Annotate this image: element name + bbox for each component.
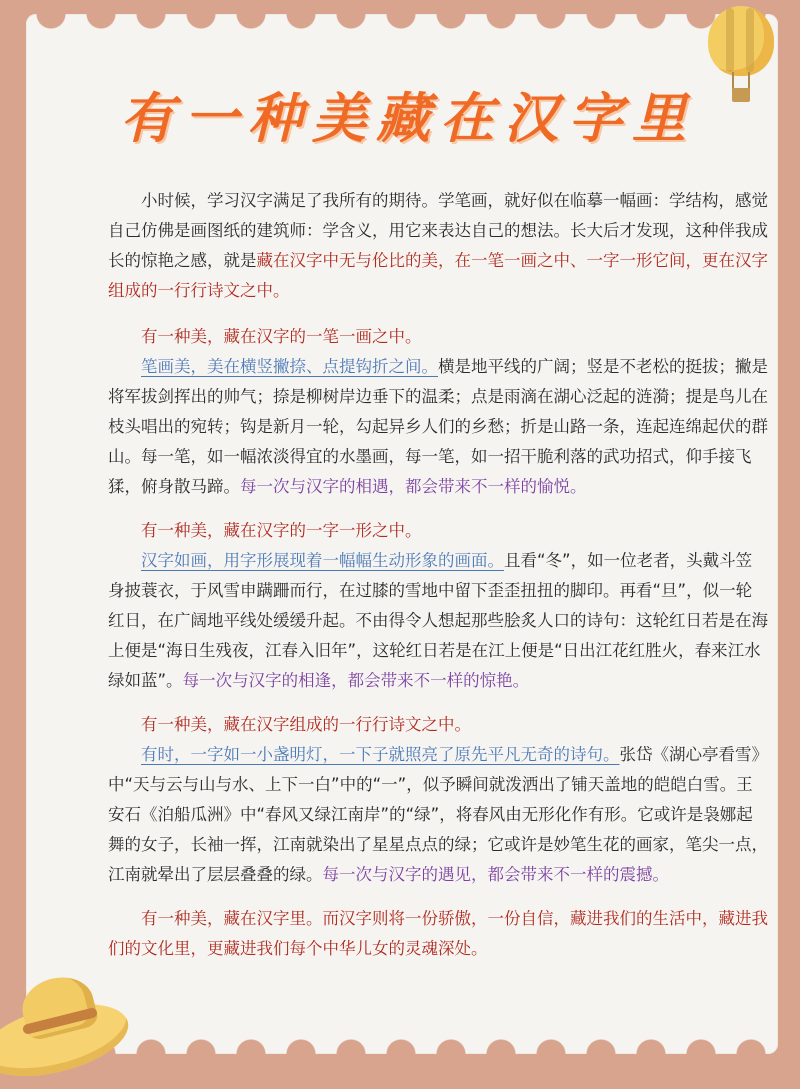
section-heading: 有一种美，藏在汉字的一字一形之中。	[141, 521, 422, 540]
section-paragraph	[108, 546, 768, 696]
section-body: 横是地平线的广阔；竖是不老松的挺拔；撇是将军拔剑挥出的帅气；捺是柳树岸边垂下的温柔；点是雨滴在湖心泛起的涟漪；提是鸟儿在枝头唱出的宛转；钩是新月一轮，勾起异乡人们的乡愁；折是山路一条，连起连绵起伏的群山。每一笔，如一幅浓淡得宜的水墨画，每一笔，如一招干脆利落的武功招式，仰手接飞猱，俯身散马蹄。	[108, 357, 768, 496]
article-body	[108, 186, 768, 980]
section-heading: 有一种美，藏在汉字组成的一行行诗文之中。	[141, 715, 471, 734]
section-body: 且看“冬”，如一位老者，头戴斗笠身披蓑衣，于风雪申蹒跚而行，在过膝的雪地中留下歪歪扭扭的脚印。再看“旦”，似一轮红日，在广阔地平线处缓缓升起。不由得令人想起那些脍炙人口的诗句：这轮红日若是在海上便是“海日生残夜，江春入旧年”，这轮红日若是在江上便是“日出江花红胜火，春来江水绿如蓝”。	[108, 551, 768, 690]
section-paragraph	[108, 352, 768, 502]
balloon-stripe	[726, 8, 734, 72]
balloon-envelope	[708, 6, 774, 76]
intro-text: 小时候，学习汉字满足了我所有的期待。学笔画，就好似在临摹一幅画：学结构，感觉自己仿佛是画图纸的建筑师：学含义，用它来表达自己的想法。长大后才发现，这种伴我成长的惊艳之感，就是	[108, 191, 768, 270]
section-closing: 每一次与汉字的相逢，都会带来不一样的惊艳。	[182, 671, 530, 690]
section-shapes	[108, 516, 768, 696]
section-strokes	[108, 322, 768, 502]
page-title: 有一种美藏在汉字里	[120, 86, 696, 150]
section-key-sentence: 笔画美，美在横竖撇捺、点提钩折之间。	[141, 357, 438, 376]
section-paragraph	[108, 740, 768, 890]
intro-highlight: 藏在汉字中无与伦比的美，在一笔一画之中、一字一形它间，更在汉字组成的一行行诗文之中。	[108, 251, 768, 300]
balloon-stripe	[746, 8, 754, 72]
hot-air-balloon-icon	[702, 0, 782, 110]
scalloped-top-edge	[26, 14, 778, 32]
section-heading: 有一种美，藏在汉字的一笔一画之中。	[141, 327, 422, 346]
section-key-sentence: 汉字如画，用字形展现着一幅幅生动形象的画面。	[141, 551, 504, 570]
section-poetry	[108, 710, 768, 890]
section-key-sentence: 有时，一字如一小盏明灯，一下子就照亮了原先平凡无奇的诗句。	[141, 745, 620, 764]
section-closing: 每一次与汉字的遇见，都会带来不一样的震撼。	[322, 865, 669, 884]
closing-paragraph: 有一种美，藏在汉字里。而汉字则将一份骄傲，一份自信，藏进我们的生活中，藏进我们的文化里，更藏进我们每个中华儿女的灵魂深处。	[108, 909, 768, 958]
section-body: 张岱《湖心亭看雪》中“天与云与山与水、上下一白”中的“一”，似予瞬间就泼洒出了铺天盖地的皑皑白雪。王安石《泊船瓜洲》中“春风又绿江南岸”的“绿”，将春风由无形化作有形。它或许是袅娜起舞的女子，长袖一挥，江南就染出了星星点点的绿；它或许是妙笔生花的画家，笔尖一点，江南就晕出了层层叠叠的绿。	[108, 745, 768, 884]
straw-hat-icon	[0, 958, 140, 1068]
intro-paragraph	[108, 186, 768, 306]
balloon-basket	[732, 88, 750, 102]
section-closing: 每一次与汉字的相遇，都会带来不一样的愉悦。	[240, 477, 587, 496]
paper-card	[26, 14, 778, 1054]
